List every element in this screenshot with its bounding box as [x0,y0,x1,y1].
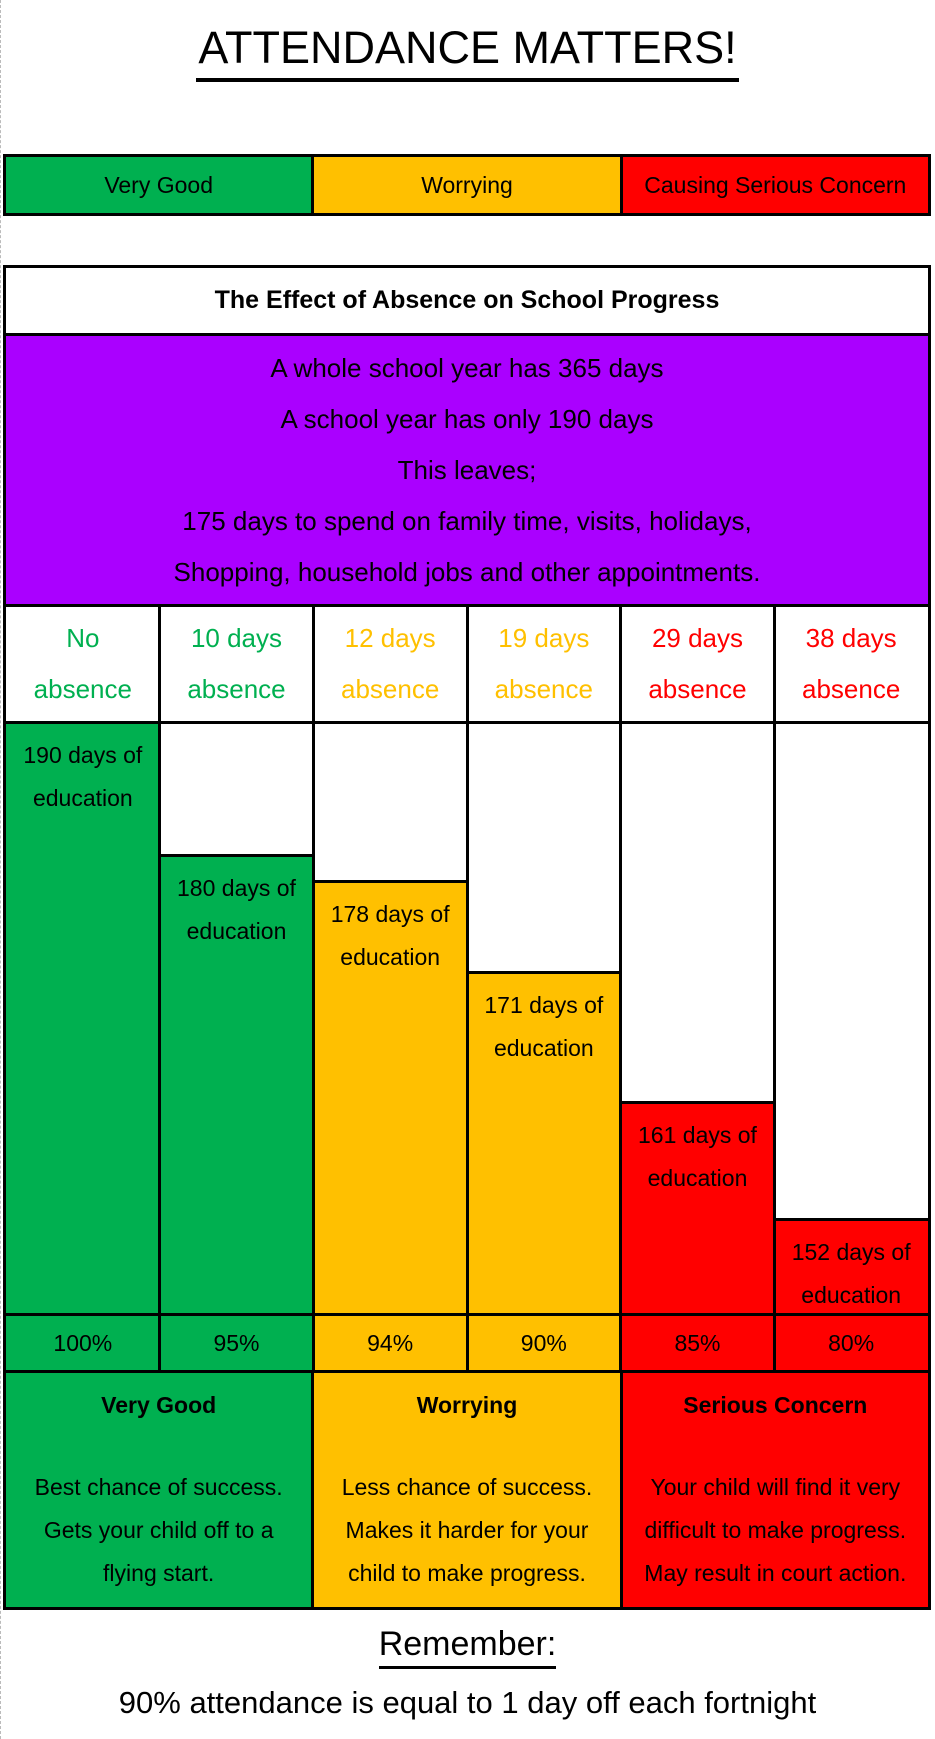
education-days-line: 190 days of [23,742,143,768]
summary-text [314,1466,619,1595]
summary-line: flying start. [103,1560,215,1586]
absence-header-line: 38 days [805,623,897,653]
intro-line: This leaves; [397,454,537,485]
intro-line: 175 days to spend on family time, visits, holidays, [182,505,752,536]
absence-header-line: 19 days [498,623,590,653]
education-days-line: 178 days of [330,901,450,927]
education-days-bar [774,1218,928,1313]
bar-area [774,724,928,1313]
summary-text [6,1466,311,1595]
summary-line: Gets your child off to a [43,1517,274,1543]
summary-heading: Very Good [101,1392,217,1418]
bar-area [467,724,621,1313]
education-days-bar [621,1101,775,1313]
education-days-line: education [340,944,441,970]
education-days-label [6,724,160,820]
summary-line: Less chance of success. [341,1474,593,1500]
intro-line: Shopping, household jobs and other appointments. [173,556,761,587]
intro-line: A school year has only 190 days [280,403,654,434]
absence-header-line: 29 days [651,623,744,653]
table-heading: The Effect of Absence on School Progress [6,268,928,336]
absence-effect-table [3,265,931,1610]
summary-line: May result in court action. [644,1560,907,1586]
column-divider [773,607,776,1373]
absence-header [467,607,621,724]
legend [3,154,931,216]
summary-line: Your child will find it very [650,1474,901,1500]
legend-worrying: Worrying [311,157,619,213]
education-days-label [160,857,314,953]
absence-header [621,607,775,724]
education-days-line: education [801,1282,902,1308]
education-days-label [621,1104,775,1200]
summary-heading: Worrying [416,1392,518,1418]
absence-header-line: absence [648,674,747,704]
absence-header-line: absence [341,674,440,704]
education-days-bar [6,724,160,1313]
summary-very-good [6,1373,311,1607]
summary-line: Best chance of success. [34,1474,283,1500]
legend-serious-concern: Causing Serious Concern [620,157,928,213]
summary-worrying [311,1373,619,1607]
education-days-label [774,1221,928,1317]
absence-header [774,607,928,724]
footer-note: 90% attendance is equal to 1 day off each fortnight [118,1685,817,1720]
summary-line: Makes it harder for your [345,1517,589,1543]
legend-very-good: Very Good [6,157,311,213]
attendance-percent: 95% [160,1313,314,1373]
education-days-bar [160,854,314,1313]
bar-area [313,724,467,1313]
summary-row [6,1373,928,1607]
page-edge-guide [0,0,1,1739]
remember-heading: Remember: [0,1622,935,1669]
education-days-bar [467,971,621,1313]
absence-header-line: absence [494,674,593,704]
education-days-line: 180 days of [177,875,296,901]
column-divider [158,607,161,1373]
education-days-line: 171 days of [484,992,604,1018]
absence-header-line: 10 days [190,623,283,653]
bar-area [621,724,775,1313]
absence-header-line: No [66,623,100,653]
absence-header-line: absence [802,674,901,704]
attendance-percent: 94% [313,1313,467,1373]
absence-header [313,607,467,724]
summary-line: difficult to make progress. [644,1517,907,1543]
education-days-line: education [186,918,287,944]
summary-text [623,1466,928,1595]
absence-header-line: absence [33,674,132,704]
education-days-line: education [647,1165,748,1191]
education-days-label [313,883,467,979]
column-divider [312,607,315,1373]
absence-header [160,607,314,724]
intro-line: A whole school year has 365 days [270,352,664,383]
absence-header-line: 12 days [344,623,436,653]
summary-serious-concern [620,1373,928,1607]
education-days-label [467,974,621,1070]
attendance-percent: 90% [467,1313,621,1373]
attendance-percent: 85% [621,1313,775,1373]
education-days-line: 152 days of [791,1239,911,1265]
education-days-line: education [32,785,133,811]
attendance-percent: 80% [774,1313,928,1373]
education-days-line: education [493,1035,594,1061]
intro-box [6,336,928,607]
column-divider [619,607,622,1373]
summary-line: child to make progress. [348,1560,586,1586]
attendance-percent: 100% [6,1313,160,1373]
bar-area [6,724,160,1313]
absence-header-line: absence [187,674,286,704]
education-days-line: 161 days of [638,1122,757,1148]
summary-heading: Serious Concern [683,1392,868,1418]
education-days-bar [313,880,467,1313]
column-divider [466,607,469,1373]
page-title: ATTENDANCE MATTERS! [0,18,935,82]
absence-header [6,607,160,724]
bar-area [160,724,314,1313]
